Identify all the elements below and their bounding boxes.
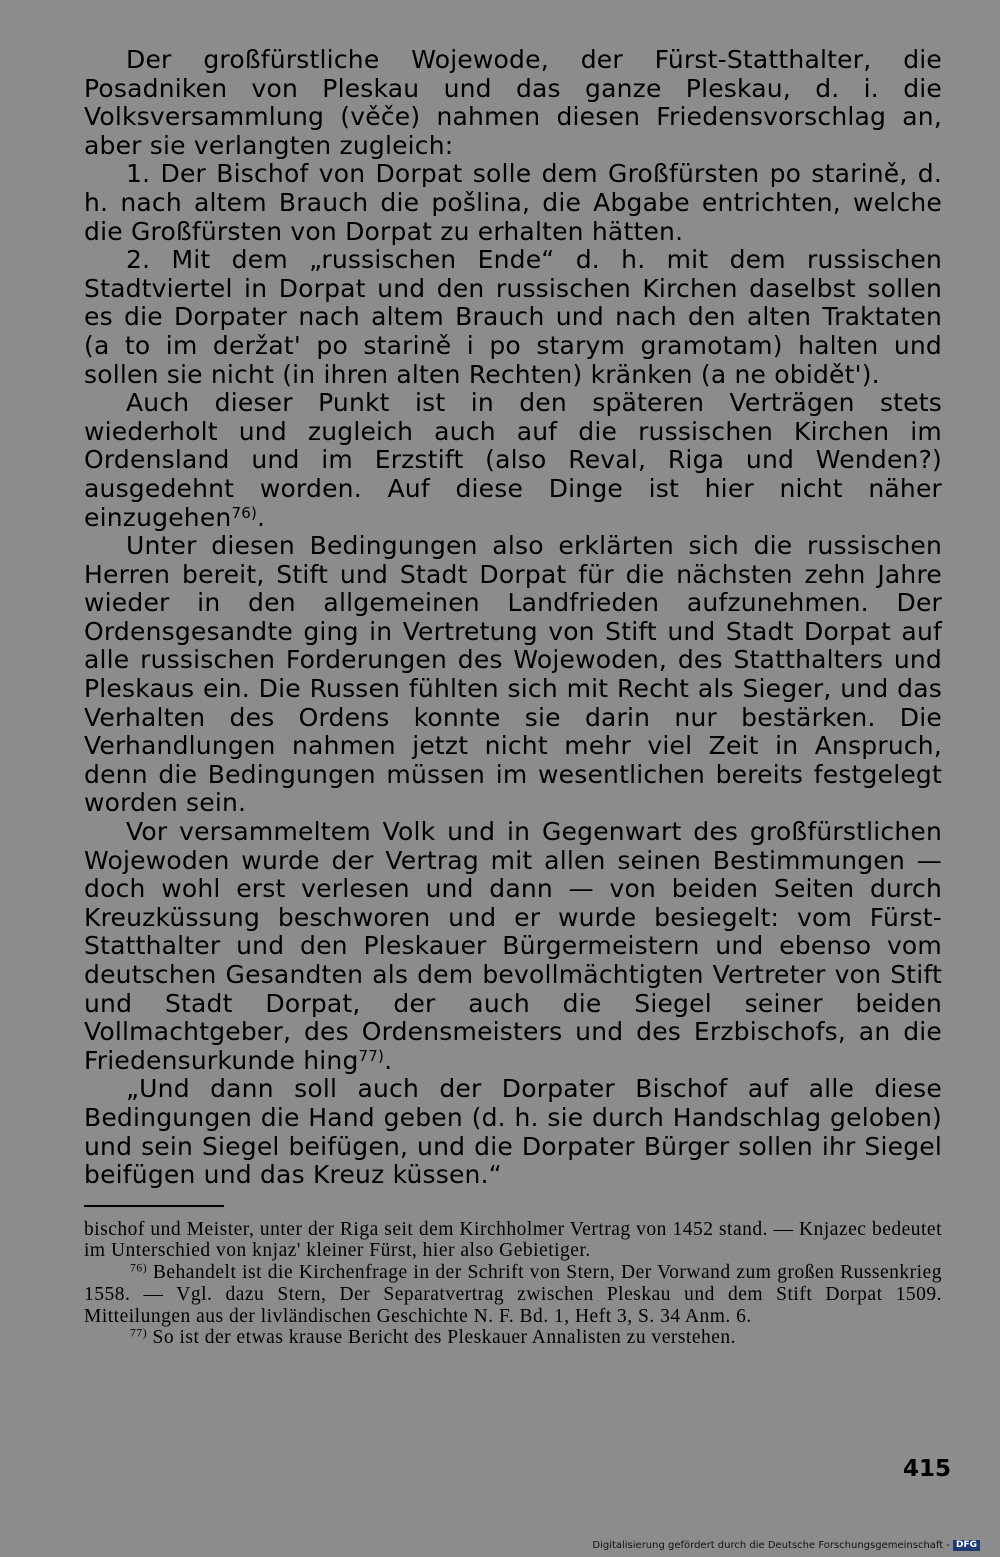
paragraph-1: Der großfürstliche Wojewode, der Fürst-Statthalter, die Posadniken von Pleskau und das ganze Pleskau, d. i. die Volksversammlung (věče) nahmen diesen Friedensvorschlag an, aber sie verlangten zugleich: (84, 45, 942, 160)
paragraph-6-end: . (384, 1045, 393, 1075)
footnote-77-marker: 77) (130, 1326, 148, 1340)
page-content (84, 46, 942, 1349)
footnote-ref-77: 77) (358, 1046, 385, 1065)
footnotes (84, 1219, 942, 1349)
footnote-ref-76: 76) (231, 503, 258, 522)
paragraph-4-text: Auch dieser Punkt ist in den späteren Verträgen stets wiederholt und zugleich auch auf die russischen Kirchen im Ordensland und im Erzstift (also Reval, Riga und Wenden?) ausgedehnt worden. Auf diese Dinge ist hier nicht näher einzugehen (84, 388, 942, 532)
main-text (84, 46, 942, 1190)
footnote-77 (84, 1327, 942, 1349)
credit-text: Digitalisierung gefördert durch die Deutsche Forschungsgemeinschaft - (592, 1540, 950, 1551)
digitization-credit (592, 1540, 980, 1551)
paragraph-4: Auch dieser Punkt ist in den späteren Verträgen stets wiederholt und zugleich auch auf die russischen Kirchen im Ordensland und im Erzstift (also Reval, Riga und Wenden?) ausgedehnt worden. Auf diese Dinge ist hier nicht näher einzugehen$^{76)}$. (84, 388, 942, 532)
paragraph-3: 2. Mit dem „russischen Ende“ d. h. mit dem russischen Stadtviertel in Dorpat und den russischen Kirchen daselbst sollen es die Dorpater nach altem Brauch und nach den alten Traktaten (a to im deržat' po starině i po starym gramotam) halten und sollen sie nicht (in ihren alten Rechten) kränken (a ne obidět'). (84, 245, 942, 389)
paragraph-5: Unter diesen Bedingungen also erklärten sich die russischen Herren bereit, Stift und Stadt Dorpat für die nächsten zehn Jahre wieder in den allgemeinen Landfrieden aufzunehmen. Der Ordensgesandte ging in Vertretung von Stift und Stadt Dorpat auf alle russischen Forderungen des Wojewoden, des Statthalters und Pleskaus ein. Die Russen fühlten sich mit Recht als Sieger, und das Verhalten des Ordens konnte sie darin nur bestärken. Die Verhandlungen nahmen jetzt nicht mehr viel Zeit in Anspruch, denn die Bedingungen müssen im wesentlichen bereits festgelegt worden sein. (84, 531, 942, 818)
paragraph-7: „Und dann soll auch der Dorpater Bischof auf alle diese Bedingungen die Hand geben (d. h. sie durch Handschlag geloben) und sein Siegel beifügen, und die Dorpater Bürger sollen ihr Siegel beifügen und das Kreuz küssen.“ (84, 1074, 942, 1190)
footnote-76-text: Behandelt ist die Kirchenfrage in der Schrift von Stern, Der Vorwand zum großen Russenkrieg 1558. — Vgl. dazu Stern, Der Separatvertrag zwischen Pleskau und dem Stift Dorpat 1509. Mitteilungen aus der livländischen Geschichte N. F. Bd. 1, Heft 3, S. 34 Anm. 6. (84, 1262, 942, 1327)
footnote-77-text: So ist der etwas krause Bericht des Pleskauer Annalisten zu verstehen. (147, 1327, 737, 1349)
page-number: 415 (903, 1456, 952, 1482)
dfg-logo: DFG (953, 1540, 980, 1551)
footnote-76 (84, 1262, 942, 1327)
paragraph-6 (84, 818, 942, 1075)
footnote-76-marker: 76) (130, 1261, 148, 1275)
footnote-divider (84, 1205, 224, 1207)
paragraph-2: 1. Der Bischof von Dorpat solle dem Großfürsten po starině, d. h. nach altem Brauch die pošlina, die Abgabe entrichten, welche die Großfürsten von Dorpat zu erhalten hätten. (84, 159, 942, 246)
paragraph-6-text: Vor versammeltem Volk und in Gegenwart des großfürstlichen Wojewoden wurde der Vertrag mit allen seinen Bestimmungen — doch wohl erst verlesen und dann — von beiden Seiten durch Kreuzküssung beschworen und er wurde besiegelt: vom Fürst-Statthalter und den Pleskauer Bürgermeistern und ebenso vom deutschen Gesandten als dem bevollmächtigten Vertreter von Stift und Stadt Dorpat, der auch die Siegel seiner beiden Vollmachtgeber, des Ordensmeisters und des Erzbischofs, an die Friedensurkunde hing (84, 817, 942, 1075)
footnote-continuation: bischof und Meister, unter der Riga seit dem Kirchholmer Vertrag von 1452 stand. — Knjazec bedeutet im Unterschied von knjaz' kleiner Fürst, hier also Gebietiger. (84, 1218, 942, 1262)
